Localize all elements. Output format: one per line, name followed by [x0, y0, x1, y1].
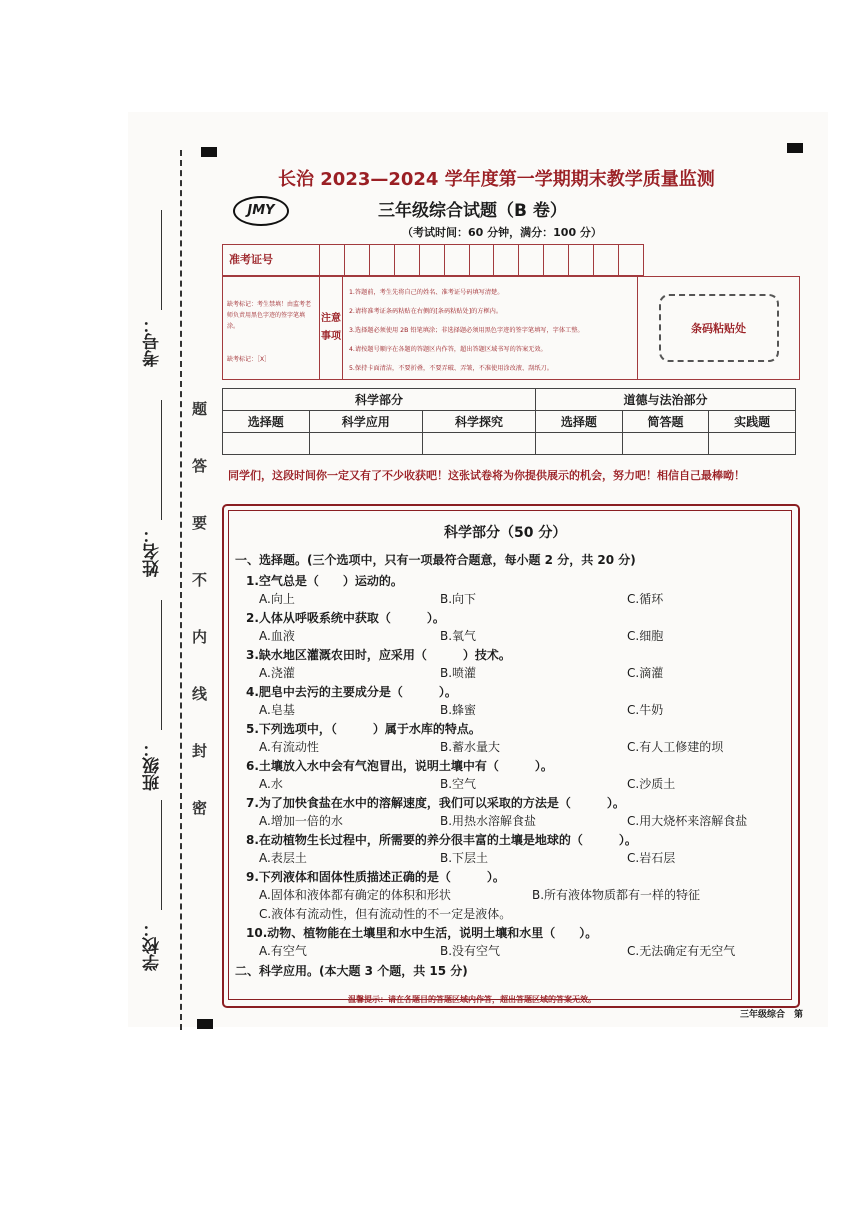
question-1: 1.空气总是（ ）运动的。: [246, 574, 403, 588]
admission-number-box: [222, 244, 644, 276]
notice-rule: 1.答题前，考生先将自己的姓名、准考证号码填写清楚。: [349, 289, 504, 296]
admission-digit-cell[interactable]: [619, 245, 643, 275]
question-8-option-c: C.岩石层: [627, 851, 676, 865]
registration-mark-top-right: [787, 143, 803, 153]
seal-char: 密: [192, 799, 208, 817]
admission-digit-cell[interactable]: [345, 245, 370, 275]
jmy-logo: JMY: [233, 196, 289, 226]
question-8-option-a: A.表层土: [259, 851, 307, 865]
question-9: 9.下列液体和固体性质描述正确的是（ ）。: [246, 870, 505, 884]
admission-digit-cell[interactable]: [370, 245, 395, 275]
question-9-option-c: C.液体有流动性，但有流动性的不一定是液体。: [259, 907, 512, 921]
question-2-option-a: A.血液: [259, 629, 295, 643]
encouragement-text: 同学们，这段时间你一定又有了不少收获吧！这张试卷将为你提供展示的机会，努力吧！相信自己最棒呦！: [228, 469, 745, 482]
seal-char: 答: [192, 457, 208, 475]
question-7-option-b: B.用热水溶解食盐: [440, 814, 537, 828]
question-1-option-c: C.循环: [627, 592, 664, 606]
question-6-option-a: A.水: [259, 777, 283, 791]
seal-char: 线: [192, 685, 208, 703]
question-10: 10.动物、植物能在土壤里和水中生活，说明土壤和水里（ ）。: [246, 926, 598, 940]
question-6-option-c: C.沙质土: [627, 777, 676, 791]
notice-rule: 2.请将准考证条码粘贴在右侧的[条码粘贴处]的方框内。: [349, 308, 503, 315]
name-line: [161, 400, 162, 520]
question-8: 8.在动植物生长过程中，所需要的养分很丰富的土壤是地球的（ ）。: [246, 833, 637, 847]
question-10-option-a: A.有空气: [259, 944, 307, 958]
admission-digit-cell[interactable]: [395, 245, 420, 275]
admission-digit-cell[interactable]: [420, 245, 445, 275]
answer-area-tip: 温馨提示：请在各题目的答题区域内作答，超出答题区域的答案无效。: [348, 995, 596, 1004]
question-4: 4.肥皂中去污的主要成分是（ ）。: [246, 685, 457, 699]
school-line: [161, 800, 162, 910]
page-footer: 三年级综合 第: [740, 1010, 804, 1020]
question-4-option-a: A.皂基: [259, 703, 295, 717]
science-section-title: 科学部分（50 分）: [444, 525, 567, 541]
score-cell[interactable]: [536, 433, 623, 455]
exam-subtitle: 三年级综合试题（B 卷）: [378, 201, 567, 221]
section-heading-choice: 一、选择题。(三个选项中，只有一项最符合题意，每小题 2 分，共 20 分): [235, 553, 636, 567]
notice-rules: [343, 277, 638, 379]
absence-mark-instruction: 缺考标记：考生禁填！由监考老师负责用黑色字迹的签字笔填涂。: [227, 301, 312, 330]
admission-digit-cell[interactable]: [519, 245, 544, 275]
question-5-option-c: C.有人工修建的坝: [627, 740, 724, 754]
class-line: [161, 600, 162, 730]
admission-digit-cell[interactable]: [470, 245, 495, 275]
question-3: 3.缺水地区灌溉农田时，应采用（ ）技术。: [246, 648, 511, 662]
question-8-option-b: B.下层土: [440, 851, 489, 865]
exam-title: 长治 2023—2024 学年度第一学期期末教学质量监测: [278, 169, 715, 190]
score-cell[interactable]: [223, 433, 310, 455]
name-label: 姓名：: [143, 526, 163, 577]
question-9-option-a: A.固体和液体都有确定的体积和形状: [259, 888, 451, 902]
exam-number-label: 考号：: [143, 316, 163, 367]
registration-mark-top-left: [201, 147, 217, 157]
morality-section-header: 道德与法治部分: [536, 389, 796, 411]
score-column-header: 选择题: [536, 411, 623, 433]
question-7: 7.为了加快食盐在水中的溶解速度，我们可以采取的方法是（ ）。: [246, 796, 625, 810]
admission-digit-cell[interactable]: [594, 245, 619, 275]
seal-char: 题: [192, 400, 208, 418]
admission-digit-cell[interactable]: [445, 245, 470, 275]
absence-mark-checkbox[interactable]: 缺考标记：［X］: [227, 356, 271, 363]
question-7-option-c: C.用大烧杯来溶解食盐: [627, 814, 748, 828]
notice-rule: 4.请按题号顺序在各题的答题区内作答，超出答题区域书写的答案无效。: [349, 346, 547, 353]
registration-mark-bottom-left: [197, 1019, 213, 1029]
score-cell[interactable]: [422, 433, 535, 455]
barcode-sticker-area[interactable]: 条码粘贴处: [659, 294, 779, 362]
score-column-header: 简答题: [622, 411, 709, 433]
score-column-header: 选择题: [223, 411, 310, 433]
seal-char: 封: [192, 742, 208, 760]
question-5-option-b: B.蓄水量大: [440, 740, 501, 754]
admission-digit-cell[interactable]: [320, 245, 345, 275]
admission-number-label: 准考证号: [223, 245, 320, 275]
question-2: 2.人体从呼吸系统中获取（ ）。: [246, 611, 445, 625]
score-cell[interactable]: [622, 433, 709, 455]
barcode-area: [638, 277, 799, 379]
seal-char: 要: [192, 514, 208, 532]
score-cell[interactable]: [709, 433, 796, 455]
question-5-option-a: A.有流动性: [259, 740, 319, 754]
notice-rule: 5.保持卡面清洁，不要折叠，不要弄破、弄皱，不准使用涂改液、刮纸刀。: [349, 365, 553, 372]
question-3-option-b: B.喷灌: [440, 666, 477, 680]
seal-char: 内: [192, 628, 208, 646]
question-4-option-c: C.牛奶: [627, 703, 664, 717]
score-column-header: 实践题: [709, 411, 796, 433]
question-1-option-b: B.向下: [440, 592, 477, 606]
question-9-option-b: B.所有液体物质都有一样的特征: [532, 888, 701, 902]
section-heading-application: 二、科学应用。(本大题 3 个题，共 15 分): [235, 964, 468, 978]
admission-digit-cell[interactable]: [569, 245, 594, 275]
question-10-option-b: B.没有空气: [440, 944, 501, 958]
notice-heading: 注意事项: [320, 277, 343, 379]
score-cell[interactable]: [309, 433, 422, 455]
question-4-option-b: B.蜂蜜: [440, 703, 477, 717]
admission-digit-cell[interactable]: [544, 245, 569, 275]
school-label: 学校：: [143, 920, 163, 971]
score-column-header: 科学应用: [309, 411, 422, 433]
score-table: [222, 388, 796, 455]
question-6: 6.土壤放入水中会有气泡冒出，说明土壤中有（ ）。: [246, 759, 553, 773]
question-3-option-a: A.浇灌: [259, 666, 295, 680]
score-column-header: 科学探究: [422, 411, 535, 433]
question-7-option-a: A.增加一倍的水: [259, 814, 343, 828]
question-3-option-c: C.滴灌: [627, 666, 664, 680]
admission-digit-cell[interactable]: [494, 245, 519, 275]
question-5: 5.下列选项中，（ ）属于水库的特点。: [246, 722, 481, 736]
question-2-option-b: B.氧气: [440, 629, 477, 643]
science-section-header: 科学部分: [223, 389, 536, 411]
exam-time-info: （考试时间：60 分钟，满分：100 分）: [402, 226, 602, 239]
question-10-option-c: C.无法确定有无空气: [627, 944, 736, 958]
seal-dashed-line: [180, 150, 182, 1030]
question-6-option-b: B.空气: [440, 777, 477, 791]
class-label: 班级：: [143, 740, 163, 791]
notice-rule: 3.选择题必须使用 2B 铅笔填涂；非选择题必须用黑色字迹的签字笔填写，字体工整。: [349, 327, 584, 334]
question-2-option-c: C.细胞: [627, 629, 664, 643]
notice-box: [222, 276, 800, 380]
question-1-option-a: A.向上: [259, 592, 295, 606]
exam-number-line: [161, 210, 162, 310]
absence-mark-area: [223, 277, 320, 379]
seal-char: 不: [192, 571, 208, 589]
